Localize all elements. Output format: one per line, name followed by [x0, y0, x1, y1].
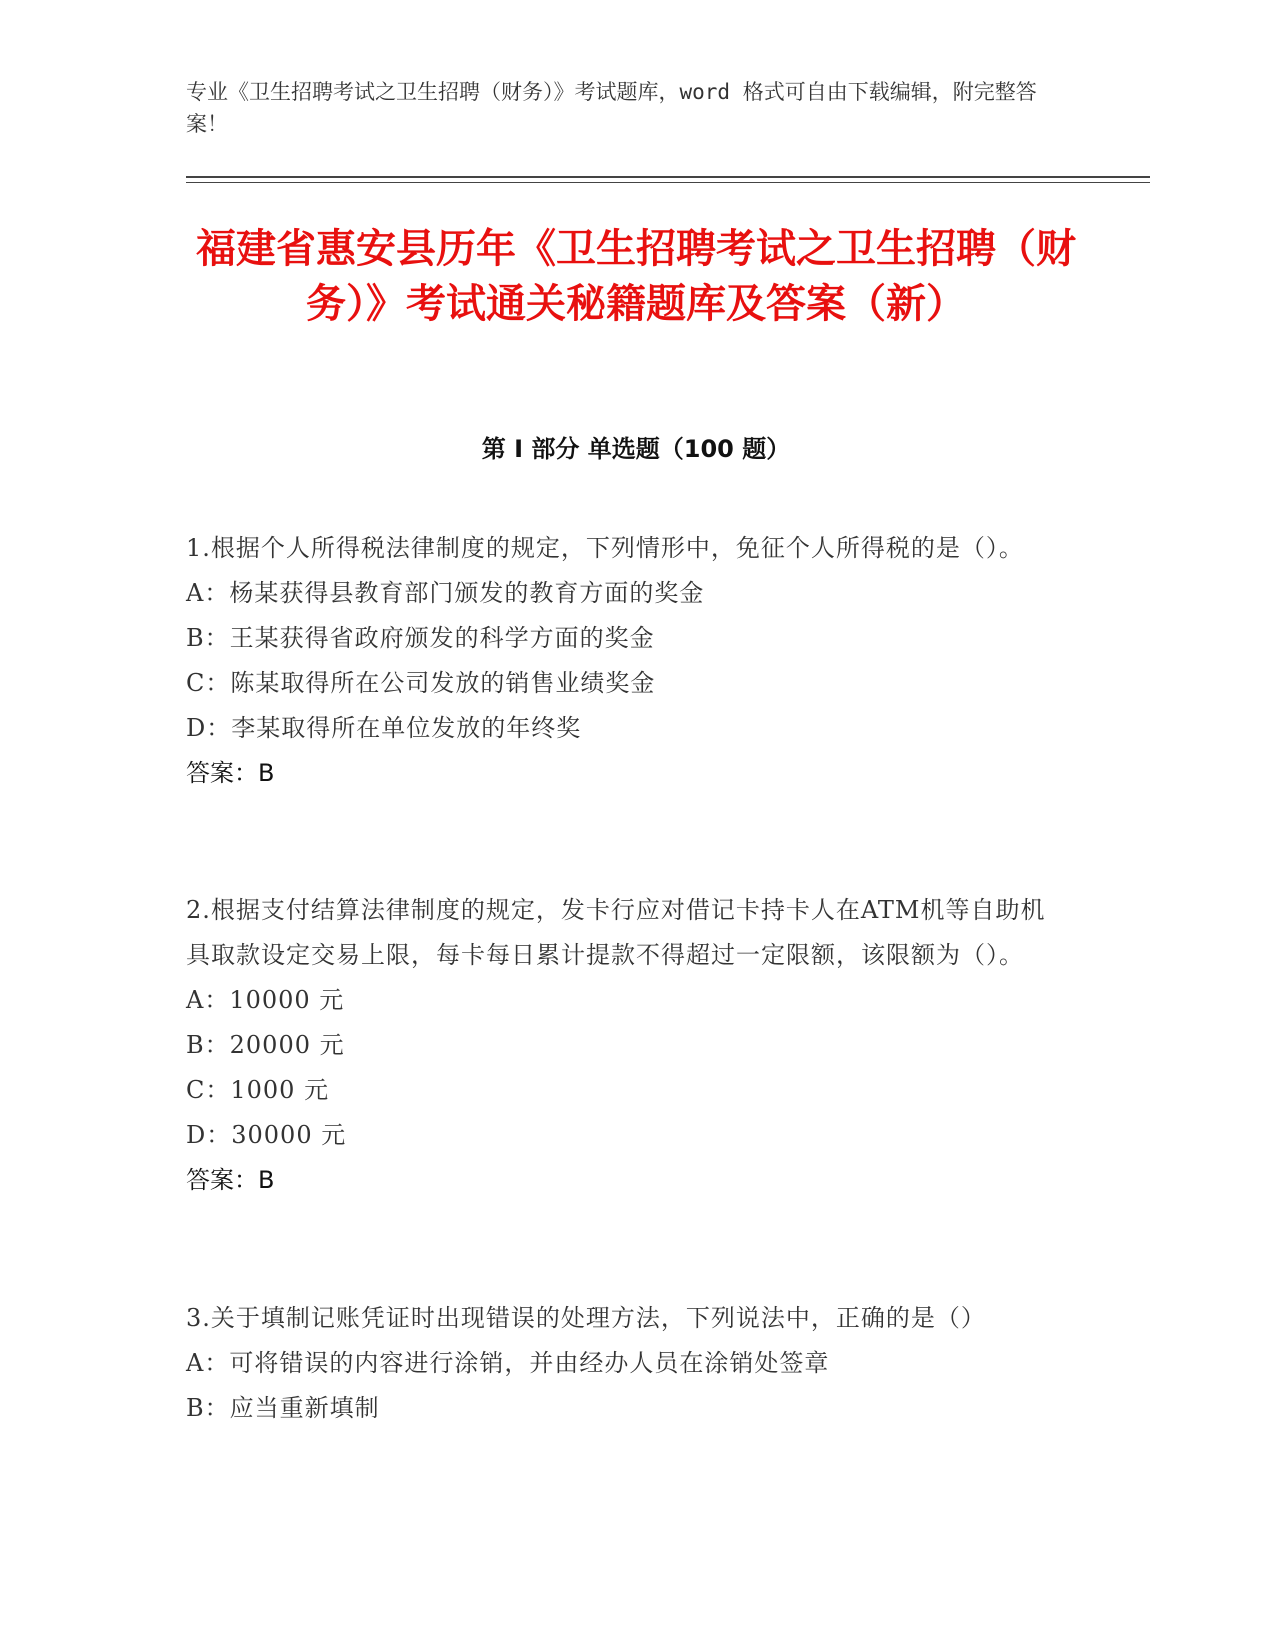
question-item: [186, 888, 1066, 1203]
question-text: 1.根据个人所得税法律制度的规定，下列情形中，免征个人所得税的是（）。: [186, 534, 1024, 562]
option-b: B：应当重新填制: [186, 1394, 380, 1422]
option-b: B：王某获得省政府颁发的科学方面的奖金: [186, 624, 655, 652]
answer-line: 答案：B: [186, 759, 275, 787]
option-b: B：20000 元: [186, 1031, 345, 1059]
answer-line: 答案：B: [186, 1166, 275, 1194]
option-d: D：30000 元: [186, 1121, 347, 1149]
option-c: C：陈某取得所在公司发放的销售业绩奖金: [186, 669, 656, 697]
option-d: D：李某取得所在单位发放的年终奖: [186, 714, 582, 742]
option-a: A：杨某获得县教育部门颁发的教育方面的奖金: [186, 579, 705, 607]
option-a: A：可将错误的内容进行涂销，并由经办人员在涂销处签章: [186, 1349, 830, 1377]
question-text: 3.关于填制记账凭证时出现错误的处理方法，下列说法中，正确的是（）: [186, 1304, 986, 1332]
question-item: [186, 526, 1066, 796]
header-divider-thick: [186, 176, 1150, 178]
option-c: C：1000 元: [186, 1076, 330, 1104]
header-divider-thin: [186, 182, 1150, 183]
header-note: 专业《卫生招聘考试之卫生招聘（财务）》考试题库，word 格式可自由下载编辑，附完整答案！: [186, 80, 1037, 136]
section-title: 第 I 部分 单选题（100 题）: [481, 435, 791, 463]
option-a: A：10000 元: [186, 986, 345, 1014]
question-text: 2.根据支付结算法律制度的规定，发卡行应对借记卡持卡人在ATM机等自助机具取款设定交易上限，每卡每日累计提款不得超过一定限额，该限额为（）。: [186, 896, 1046, 969]
document-title: 福建省惠安县历年《卫生招聘考试之卫生招聘（财务）》考试通关秘籍题库及答案（新）: [196, 226, 1076, 327]
question-item: [186, 1296, 1066, 1431]
